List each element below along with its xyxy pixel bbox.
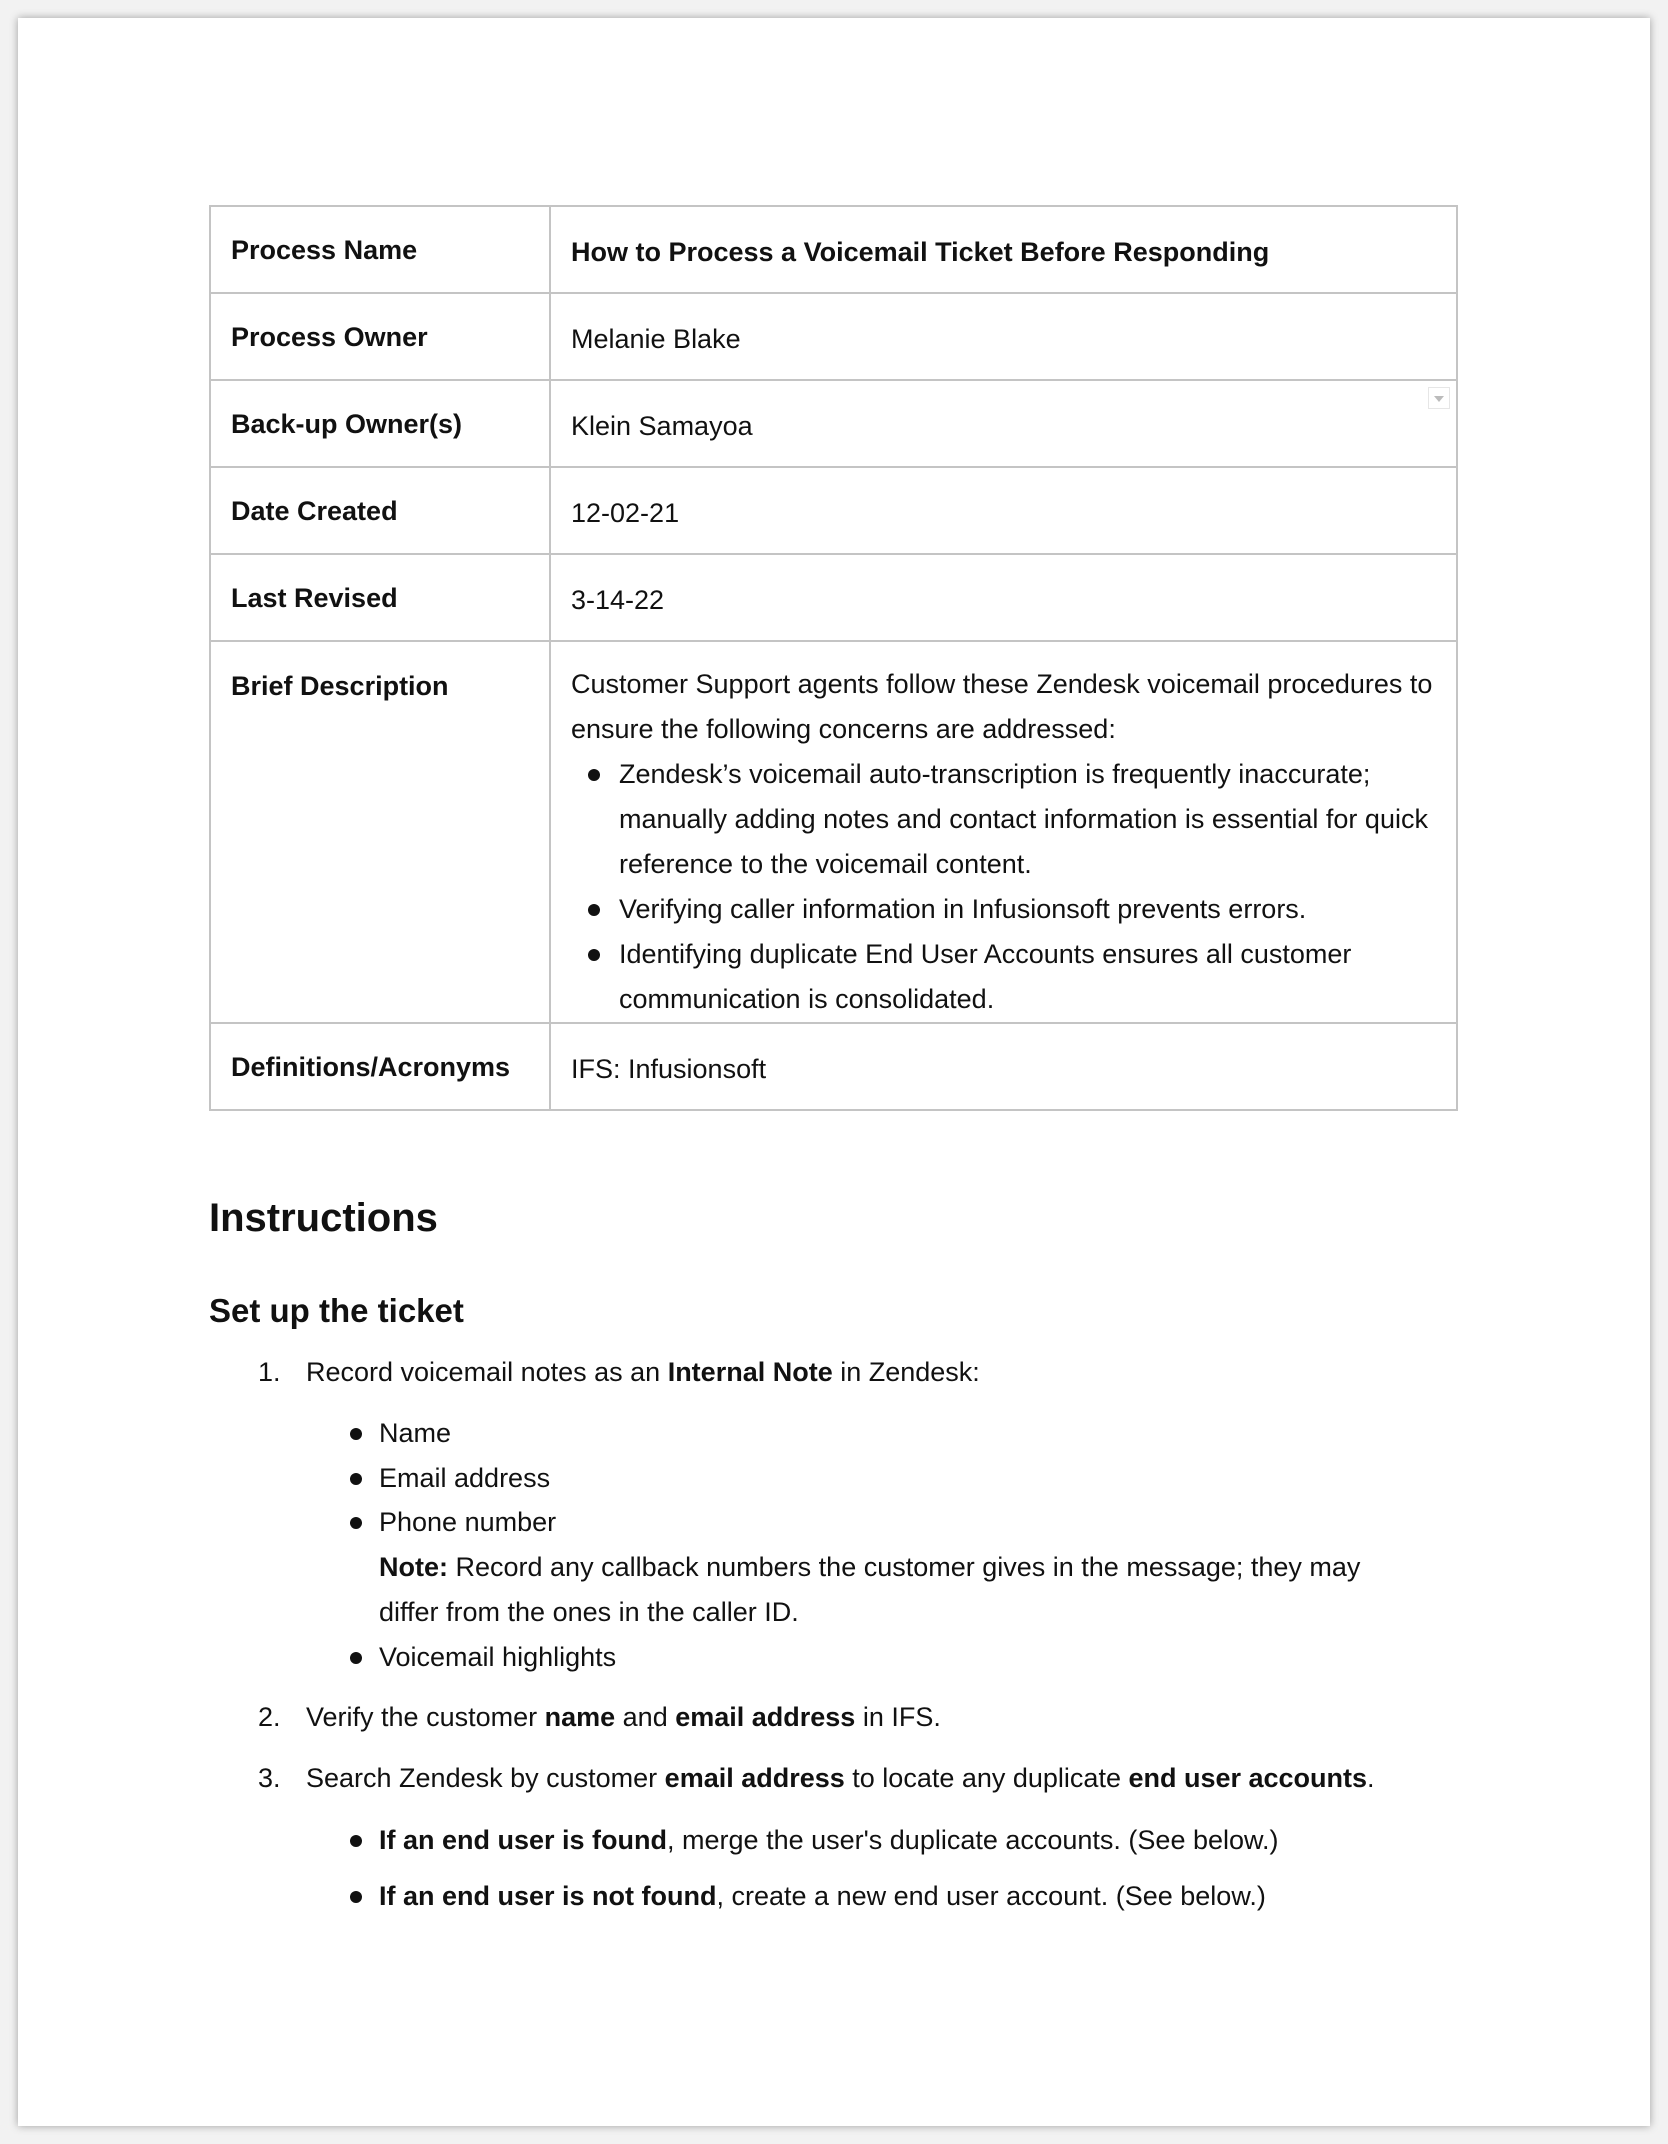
table-row <box>210 467 1457 554</box>
brief-description-cell <box>550 641 1457 1023</box>
row-label: Brief Description <box>210 641 550 1023</box>
text: . <box>1367 1763 1375 1793</box>
text: Search Zendesk by customer <box>306 1763 665 1793</box>
text: Record any callback numbers the customer gives in the message; they may <box>448 1552 1361 1582</box>
text: in IFS. <box>855 1702 941 1732</box>
table-row <box>210 293 1457 380</box>
bold-text: Internal Note <box>667 1357 833 1387</box>
row-label: Definitions/Acronyms <box>210 1023 550 1110</box>
table-row <box>210 1023 1457 1110</box>
text: Record voicemail notes as an <box>306 1357 668 1387</box>
note-line <box>379 1545 1360 1590</box>
step-number: 1. <box>258 1357 281 1387</box>
table-row <box>210 554 1457 641</box>
step-3-text <box>306 1756 1375 1801</box>
row-label: Process Owner <box>210 293 550 380</box>
instructions-heading: Instructions <box>209 1196 438 1240</box>
bold-text: If an end user is not found <box>379 1881 717 1911</box>
text: and <box>615 1702 676 1732</box>
process-info-table <box>209 205 1458 1111</box>
text: , merge the user's duplicate accounts. (See below.) <box>667 1825 1279 1855</box>
bold-text: If an end user is found <box>379 1825 668 1855</box>
text: Verify the customer <box>306 1702 545 1732</box>
description-bullets <box>571 752 1436 1022</box>
bold-text: end user accounts <box>1128 1763 1368 1793</box>
backup-owner-value: Klein Samayoa <box>571 411 753 441</box>
row-label: Last Revised <box>210 554 550 641</box>
step-1-text <box>306 1350 980 1395</box>
dropdown-arrow-icon[interactable] <box>1428 387 1450 409</box>
note-label: Note: <box>379 1552 448 1582</box>
last-revised-value: 3-14-22 <box>550 554 1457 641</box>
list-item: Phone number <box>379 1500 556 1545</box>
document-page <box>18 18 1650 2126</box>
process-name-value: How to Process a Voicemail Ticket Before Responding <box>550 206 1457 293</box>
bold-text: email address <box>675 1702 856 1732</box>
row-label: Process Name <box>210 206 550 293</box>
step-2-text <box>306 1695 941 1740</box>
definitions-value: IFS: Infusionsoft <box>550 1023 1457 1110</box>
process-owner-value: Melanie Blake <box>550 293 1457 380</box>
bold-text: name <box>544 1702 616 1732</box>
step-number: 2. <box>258 1702 281 1732</box>
table-row <box>210 380 1457 467</box>
row-label: Date Created <box>210 467 550 554</box>
brief-description-text: Customer Support agents follow these Zendesk voicemail procedures to ensure the following concerns are addressed: <box>571 669 1433 744</box>
list-item: Verifying caller information in Infusionsoft prevents errors. <box>619 887 1436 932</box>
text: to locate any duplicate <box>844 1763 1129 1793</box>
bold-text: email address <box>664 1763 845 1793</box>
list-item <box>379 1818 1279 1863</box>
date-created-value: 12-02-21 <box>550 467 1457 554</box>
step-number: 3. <box>258 1763 281 1793</box>
note-line: differ from the ones in the caller ID. <box>379 1597 799 1627</box>
list-item: Voicemail highlights <box>379 1635 616 1680</box>
table-row <box>210 206 1457 293</box>
list-item <box>379 1874 1266 1919</box>
text: , create a new end user account. (See below.) <box>716 1881 1266 1911</box>
row-label: Back-up Owner(s) <box>210 380 550 467</box>
setup-ticket-heading: Set up the ticket <box>209 1292 464 1329</box>
text: in Zendesk: <box>832 1357 980 1387</box>
list-item: Name <box>379 1411 451 1456</box>
list-item: Email address <box>379 1456 550 1501</box>
list-item: Zendesk’s voicemail auto-transcription is frequently inaccurate; manually adding notes and contact information is essential for quick reference to the voicemail content. <box>619 752 1436 887</box>
table-row <box>210 641 1457 1023</box>
backup-owner-cell <box>550 380 1457 467</box>
list-item: Identifying duplicate End User Accounts ensures all customer communication is consolidated. <box>619 932 1436 1022</box>
